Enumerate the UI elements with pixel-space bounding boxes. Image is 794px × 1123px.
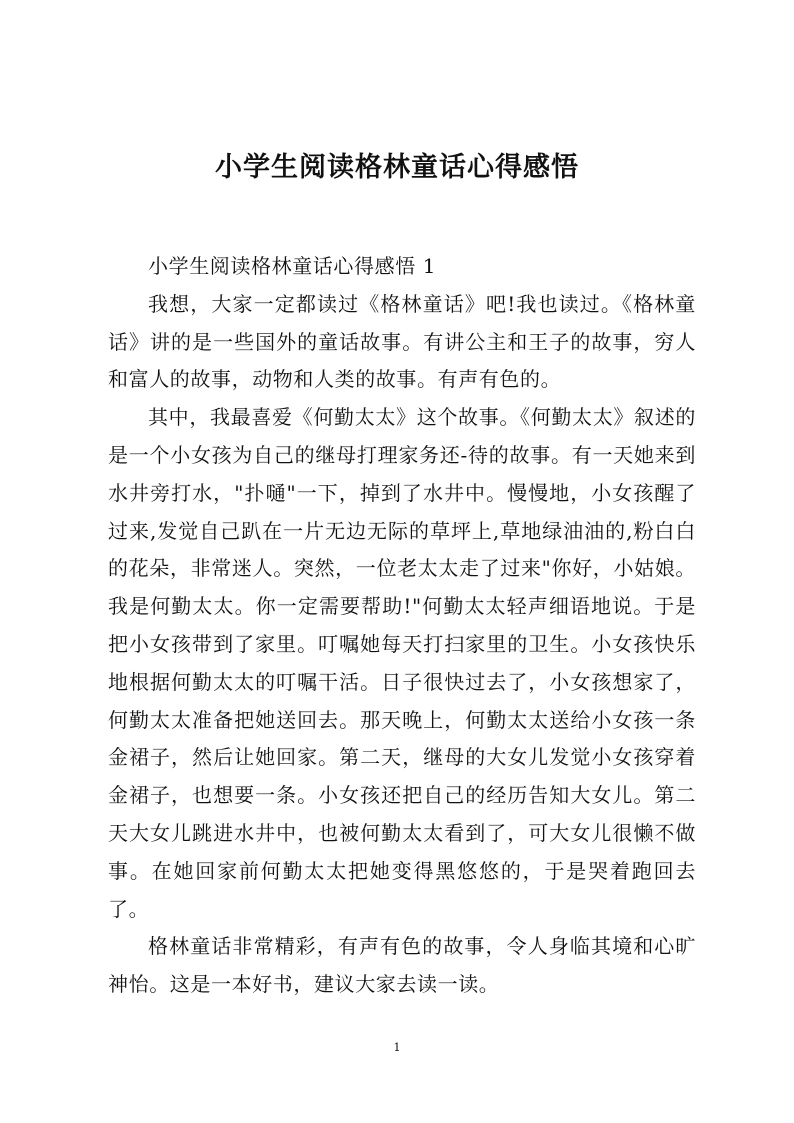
paragraph: 其中，我最喜爱《何勤太太》这个故事。《何勤太太》叙述的是一个小女孩为自己的继母打理家务还-待的故事。有一天她来到水井旁打水，"扑嗵"一下，掉到了水井中。慢慢地，小女孩醒了过来,发觉自己趴在一片无边无际的草坪上,草地绿油油的,粉白白的花朵，非常迷人。突然，一位老太太走了过来"你好，小姑娘。我是何勤太太。你一定需要帮助!"何勤太太轻声细语地说。于是把小女孩带到了家里。叮嘱她每天打扫家里的卫生。小女孩快乐地根据何勤太太的叮嘱干活。日子很快过去了，小女孩想家了，何勤太太准备把她送回去。那天晚上，何勤太太送给小女孩一条金裙子，然后让她回家。第二天，继母的大女儿发觉小女孩穿着金裙子，也想要一条。小女孩还把自己的经历告知大女儿。第二天大女儿跳进水井中，也被何勤太太看到了，可大女儿很懒不做事。在她回家前何勤太太把她变得黑悠悠的，于是哭着跑回去了。 bbox=[108, 405, 696, 921]
paragraph: 我想，大家一定都读过《格林童话》吧!我也读过。《格林童话》讲的是一些国外的童话故事。有讲公主和王子的故事，穷人和富人的故事，动物和人类的故事。有声有色的。 bbox=[108, 291, 696, 392]
paragraph: 格林童话非常精彩，有声有色的故事，令人身临其境和心旷神怡。这是一本好书，建议大家去读一读。 bbox=[108, 934, 696, 997]
document-title: 小学生阅读格林童话心得感悟 bbox=[215, 152, 579, 183]
page-number: 1 bbox=[393, 1041, 401, 1054]
section-heading: 小学生阅读格林童话心得感悟 1 bbox=[148, 254, 437, 278]
document-body bbox=[108, 248, 696, 1004]
